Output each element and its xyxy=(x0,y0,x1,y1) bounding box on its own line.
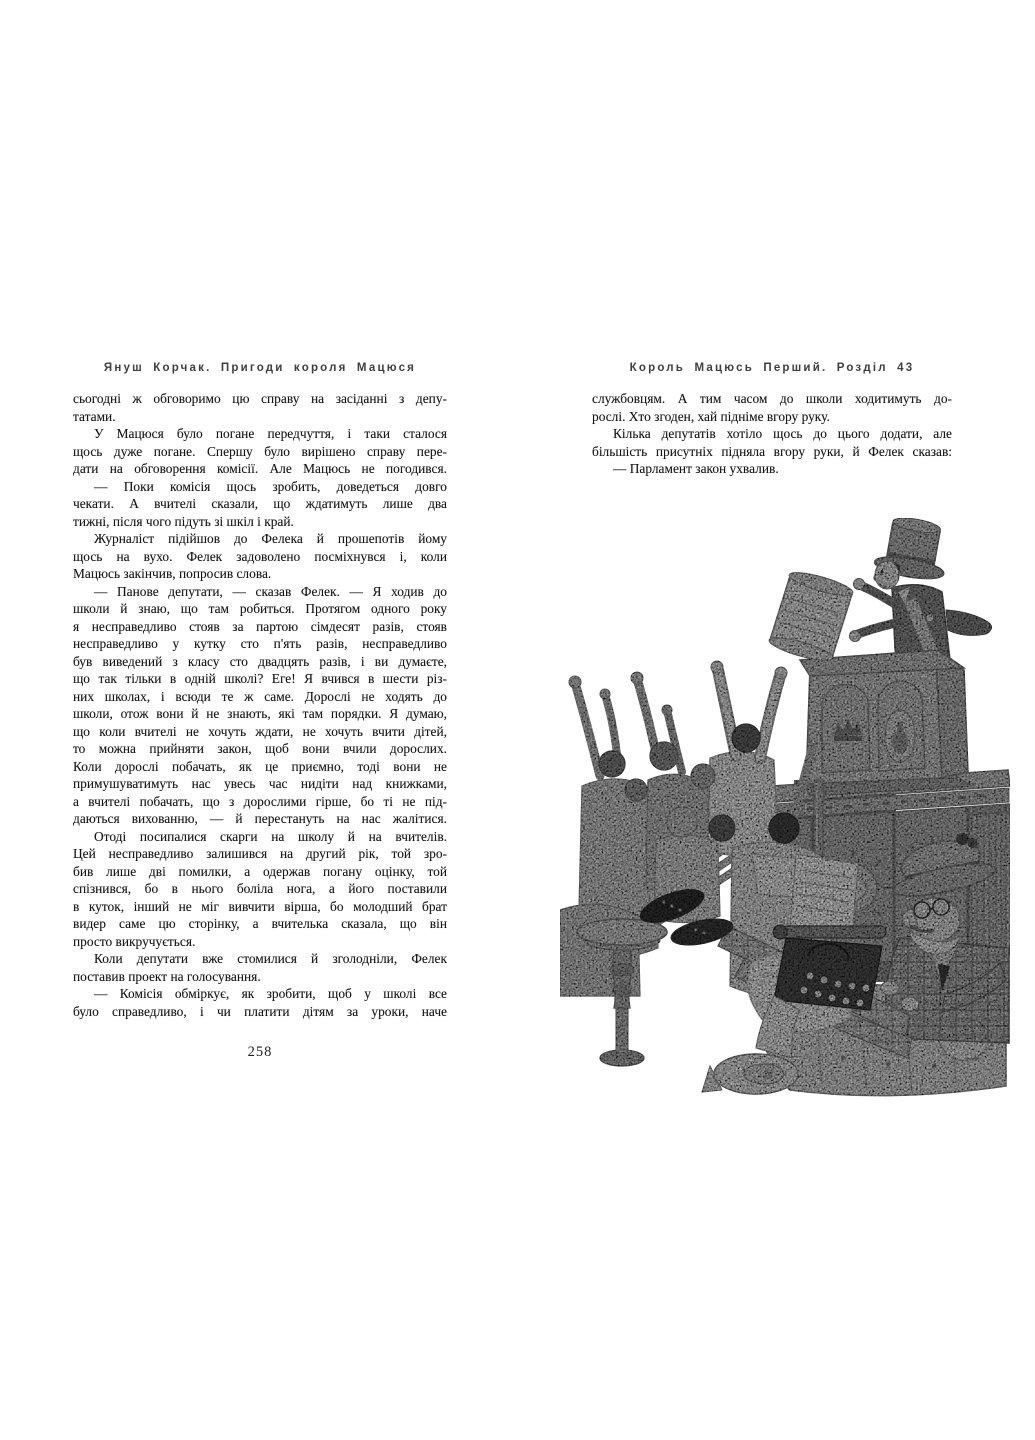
left-page-body xyxy=(73,390,447,1020)
body-line: Отоді посипалися скарги на школу й на вчителів. xyxy=(94,828,447,844)
body-line: що так тільки в одній школі? Еге! Я вчився в шести різ- xyxy=(73,671,447,686)
body-line: Коли дорослі побачать, як це приємно, тоді вони не xyxy=(73,758,447,774)
body-line: татами. xyxy=(73,408,116,424)
body-line: службовцям. А тим часом до школи ходитимуть до- xyxy=(592,391,952,406)
body-line: більшість присутніх підняла вгору руки, й Фелек сказав: xyxy=(592,443,952,459)
body-line: сьогодні ж обговоримо цю справу на засіданні з депу- xyxy=(73,391,447,406)
body-line: примушуватимуть нас увесь час нидіти над книжками, xyxy=(73,776,447,791)
body-line: в куток, інший не міг вивчити вірша, бо молодший брат xyxy=(73,898,447,914)
body-line: я несправедливо стояв за партою сімдесят разів, стояв xyxy=(73,618,447,634)
body-line: чекати. А вчителі сказали, що ждатимуть лише два xyxy=(73,496,447,511)
boy-speaker xyxy=(873,518,991,666)
body-line: був виведений з класу сто двадцять разів, і ви думаєте, xyxy=(73,653,447,669)
coattail xyxy=(946,610,992,635)
medal xyxy=(926,614,934,622)
body-line: Мацюсь закінчив, попросив слова. xyxy=(73,566,272,581)
running-header-left: Януш Корчак. Пригоди короля Мацюся xyxy=(103,362,417,374)
body-line: — Поки комісія щось зробить, доведеться довго xyxy=(94,478,447,494)
running-header-right: Король Мацюсь Перший. Розділ 43 xyxy=(629,362,915,374)
body-line: щось на вухо. Фелек задоволено посміхнувся і, коли xyxy=(73,548,447,564)
body-line: спізнився, бо в нього боліла нога, а його поставили xyxy=(73,881,447,896)
body-line: було справедливо, і чи платити дітям за уроки, наче xyxy=(73,1003,447,1019)
body-line: даються вихованню, — й перестануть на нас жалітися. xyxy=(73,811,447,826)
body-line: Коли депутати вже стомилися й зголодніли, Фелек xyxy=(94,951,447,966)
body-line: — Панове депутати, — сказав Фелек. — Я ходив до xyxy=(94,583,447,599)
body-line: — Парламент закон ухвалив. xyxy=(613,461,779,476)
body-line: видер саме цю сторінку, а вчителька сказала, що він xyxy=(73,916,447,931)
body-line: них школах, і всюди те ж саме. Дорослі не ходять до xyxy=(73,688,447,704)
page-number: 258 xyxy=(247,1044,273,1060)
right-page-body xyxy=(592,390,952,478)
body-line: то можна прийняти закон, щоб вони вчили дорослих. xyxy=(73,741,447,756)
paper-scroll xyxy=(702,996,800,1094)
body-line: У Мацюся було погане передчуття, і таки сталося xyxy=(94,426,447,441)
body-line: бив лише дві помилки, а одержав погану оцінку, той xyxy=(73,863,447,879)
body-line: несправедливо у кутку сто п'ять разів, несправедливо xyxy=(73,636,447,651)
body-line: Цей несправедливо залишився на другий рік, той зро- xyxy=(73,846,447,861)
body-line: щось дуже погане. Спершу було вирішено справу пере- xyxy=(73,443,447,459)
body-line: Журналіст підійшов до Фелека й прошепотів йому xyxy=(94,531,447,546)
body-line: що коли вчителі не хочуть ждати, не хочуть вчити дітей, xyxy=(73,723,447,739)
tribune-rostrum xyxy=(800,650,972,796)
body-line: поставив проект на голосування. xyxy=(73,968,261,984)
boy-face xyxy=(875,561,899,589)
body-line: тижні, після чого підуть зі шкіл і край. xyxy=(73,513,294,529)
body-line: Кілька депутатів хотіло щось до цього додати, але xyxy=(613,426,952,441)
body-line: а вчителі побачать, що з дорослими гірше, бо ті не під- xyxy=(73,793,447,809)
body-line: школи, отож вони й не знають, які там порядки. Я думаю, xyxy=(73,706,447,721)
illustration-engraving xyxy=(560,518,1010,1103)
body-line: просто викручується. xyxy=(73,933,196,949)
body-line: дати на обговорення комісії. Але Мацюсь не погодився. xyxy=(73,461,447,476)
body-line: — Комісія обміркує, як зробити, щоб у школі все xyxy=(94,986,447,1001)
body-line: школи й знаю, що там робиться. Протягом одного року xyxy=(73,601,447,616)
body-line: рослі. Хто згоден, хай підніме вгору руку. xyxy=(592,408,830,424)
